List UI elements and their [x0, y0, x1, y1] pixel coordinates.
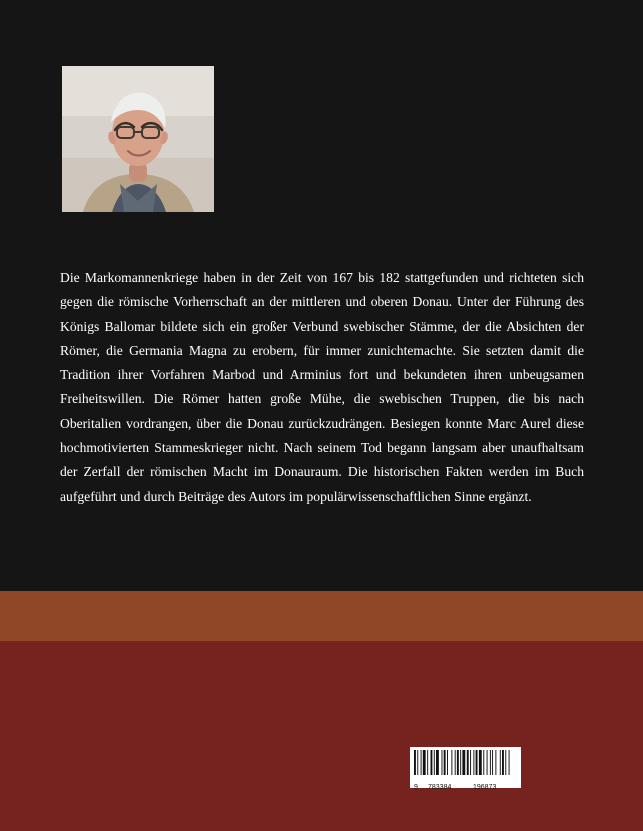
maroon-footer-panel	[0, 641, 643, 831]
book-blurb: Die Markomannenkriege haben in der Zeit von 167 bis 182 stattgefunden und richteten sich gegen die römische Vorherrschaft an der mittleren und oberen Donau. Unter der Führung des Königs Ballomar bildete sich ein großer Verbund swebischer Stämme, der die Absichten der Römer, die Germania Magna zu erobern, für immer zunichtemachte. Sie setzten damit die Tradition ihrer Vorfahren Marbod und Arminius fort und bekundeten ihren unbeugsamen Freiheitswillen. Die Römer hatten große Mühe, die swebischen Truppen, die bis nach Oberitalien vordrangen, über die Donau zurückzudrängen. Besiegen konnte Marc Aurel diese hochmotivierten Stammeskrieger nicht. Nach seinem Tod begann langsam aber unaufhaltsam der Zerfall der römischen Macht im Donauraum. Die historischen Fakten werden im Buch aufgeführt und durch Beiträge des Autors im populärwissenschaftlichen Sinne ergänzt.	[60, 270, 584, 504]
barcode-right-group: 196873	[473, 784, 497, 791]
rust-color-band	[0, 591, 643, 641]
barcode-lead-digit: 9	[414, 784, 418, 791]
barcode-bars	[414, 750, 517, 775]
author-portrait-photo	[62, 66, 214, 212]
isbn-barcode	[410, 747, 521, 791]
barcode-left-group: 783384	[428, 784, 452, 791]
